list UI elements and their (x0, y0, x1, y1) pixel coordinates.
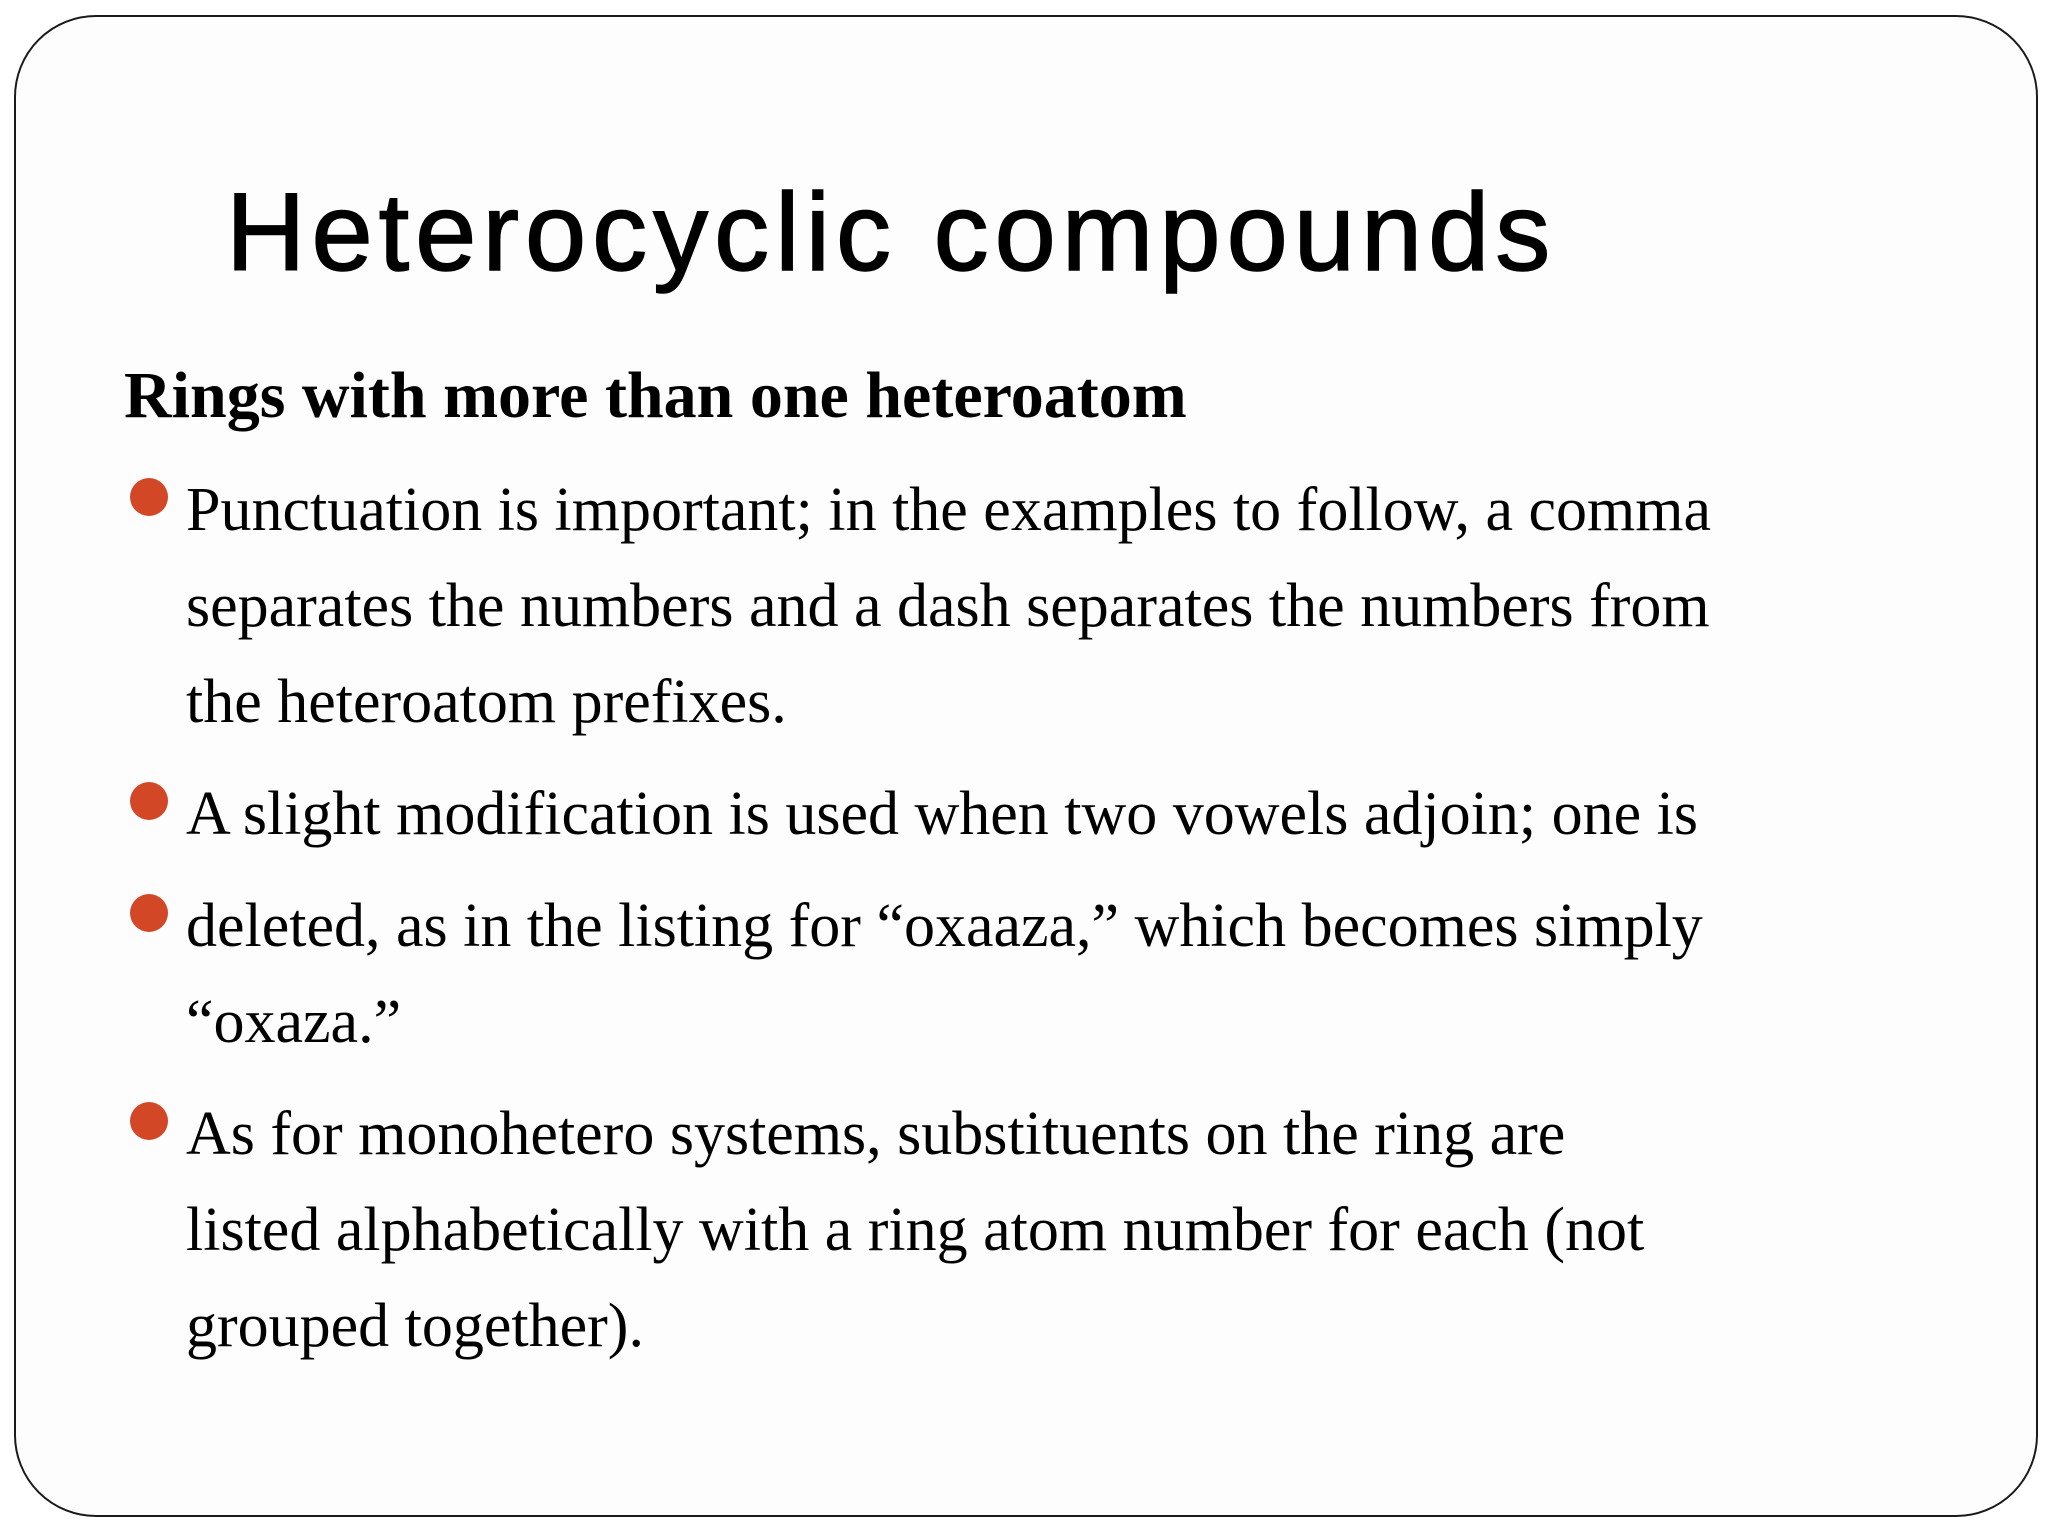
bullet-text: As for monohetero systems, substituents on the ring are listed alphabetically with a ring atom number for each (not grouped together). (186, 1100, 1645, 1360)
section-heading: Rings with more than one heteroatom (124, 359, 1187, 432)
bullet-dot-icon (130, 894, 168, 932)
bullet-item (124, 1086, 2004, 1374)
bullet-dot-icon (130, 478, 168, 516)
bullet-dot-icon (130, 782, 168, 820)
bullet-text: A slight modification is used when two vowels adjoin; one is (186, 780, 1698, 848)
bullet-text: deleted, as in the listing for “oxaaza,” which becomes simply “oxaza.” (186, 892, 1703, 1056)
slide-title: Heterocyclic compounds (226, 171, 1557, 294)
bullet-item (124, 878, 2004, 1070)
bullet-text: Punctuation is important; in the examples to follow, a comma separates the numbers and a dash separates the numbers from the heteroatom prefixes. (186, 476, 1712, 736)
bullet-dot-icon (130, 1102, 168, 1140)
bullet-list (124, 462, 2004, 1390)
bullet-item (124, 462, 2004, 750)
bullet-item (124, 766, 2004, 862)
